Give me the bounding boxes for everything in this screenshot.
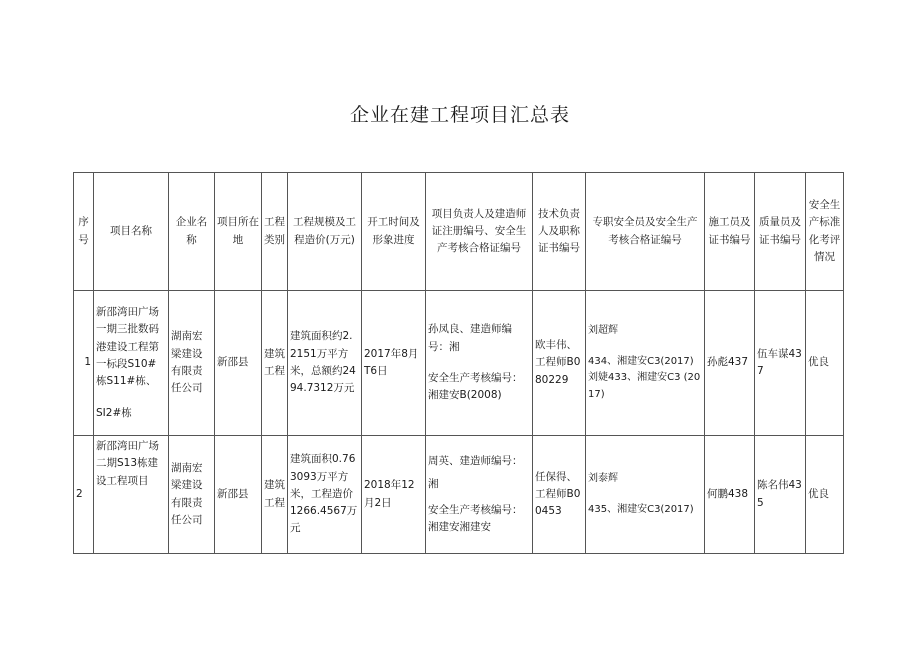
header-cell-manager: 项目负责人及建造师证注册编号、安全生产考核合格证编号: [426, 173, 533, 291]
start-date: 2017年8月T6日: [362, 291, 426, 436]
manager-safety-cert: 安全生产考核编号：湘建安湘建安: [428, 503, 523, 533]
quality-officer: 伍车谋437: [755, 291, 806, 436]
header-cell-no: 序号: [74, 173, 94, 291]
company-name: 湖南宏梁建设有限责任公司: [169, 436, 215, 554]
project-category: 建筑工程: [262, 436, 288, 554]
project-summary-table: [73, 172, 844, 554]
row-number: 1: [74, 291, 94, 436]
project-location: 新邵县: [215, 291, 262, 436]
quality-officer: 陈名伟435: [755, 436, 806, 554]
project-location: 新邵县: [215, 436, 262, 554]
safety-officer: [586, 436, 705, 554]
project-name-tail: SI2#栋: [96, 406, 132, 419]
header-cell-tech: 技术负责人及职称证书编号: [533, 173, 586, 291]
manager-safety-cert: 安全生产考核编号：湘建安B(2008): [428, 372, 523, 402]
constructor: 何鹏438: [705, 436, 755, 554]
project-scale: 建筑面积0.763093万平方米，工程造价1266.4567万元: [288, 436, 362, 554]
safety-officer-cert: 434、湘建安C3(2017)刘婕433、湘建安C3 (2017): [588, 355, 701, 400]
safety-officer-name: 刘超辉: [588, 325, 618, 336]
project-category: 建筑工程: [262, 291, 288, 436]
row-number: 2: [74, 436, 94, 554]
project-name-main: 新邵湾田广场一期三批数码港建设工程第一标段S10#栋S11#栋、: [96, 306, 159, 388]
header-cell-constructor: 施工员及证书编号: [705, 173, 755, 291]
project-name: [94, 291, 169, 436]
safety-officer: [586, 291, 705, 436]
header-cell-location: 项目所在地: [215, 173, 262, 291]
table-row: [74, 436, 844, 554]
company-name: 湖南宏梁建设有限责任公司: [169, 291, 215, 436]
project-manager: [426, 291, 533, 436]
project-name: 新邵湾田广场二期S13栋建设工程项目: [94, 436, 169, 554]
header-cell-scale: 工程规模及工程造价(万元): [288, 173, 362, 291]
header-cell-rating: 安全生产标准化考评情况: [806, 173, 844, 291]
page-title: 企业在建工程项目汇总表: [349, 104, 570, 126]
header-cell-safety: 专职安全员及安全生产考核合格证编号: [586, 173, 705, 291]
safety-officer-cert: 435、湘建安C3(2017): [588, 503, 694, 515]
project-scale: 建筑面积约2.2151万平方米，总额约2494.7312万元: [288, 291, 362, 436]
manager-cert: 周英、建造师编号：: [428, 454, 523, 467]
table-row: [74, 291, 844, 436]
table-header-row: [74, 173, 844, 291]
header-cell-company: 企业名称: [169, 173, 215, 291]
tech-lead: 欧丰伟、工程师B080229: [533, 291, 586, 436]
header-cell-project: 项目名称: [94, 173, 169, 291]
safety-rating: 优良: [806, 291, 844, 436]
manager-cert-mid: 湘: [428, 478, 439, 491]
safety-rating: 优良: [806, 436, 844, 554]
header-cell-category: 工程类别: [262, 173, 288, 291]
tech-lead: 任保得、工程师B00453: [533, 436, 586, 554]
safety-officer-name: 刘泰辉: [588, 473, 618, 484]
header-cell-quality: 质量员及证书编号: [755, 173, 806, 291]
constructor: 孙彪437: [705, 291, 755, 436]
manager-cert: 孙凤良、建造师编号：湘: [428, 323, 512, 353]
start-date: 2018年12月2日: [362, 436, 426, 554]
project-manager: [426, 436, 533, 554]
header-cell-start: 开工时间及形象进度: [362, 173, 426, 291]
